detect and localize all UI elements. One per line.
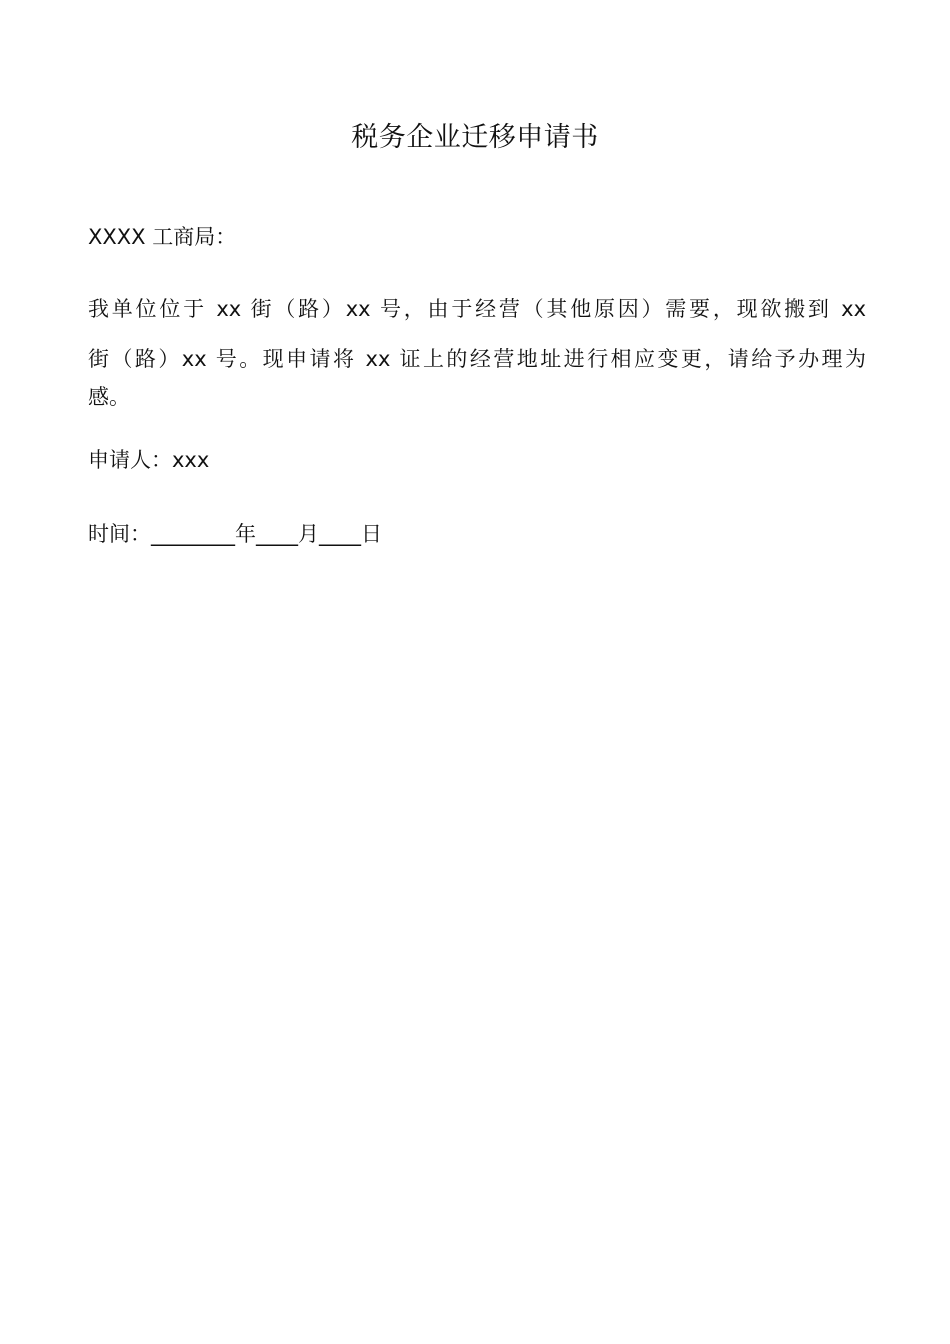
body-line: 我单位位于 xx 街（路）xx 号，由于经营（其他原因）需要，现欲搬到 xx (88, 297, 866, 321)
body-line: 感。 (88, 385, 130, 409)
body-paragraph (88, 294, 866, 412)
body-line: 街（路）xx 号。现申请将 xx 证上的经营地址进行相应变更，请给予办理为 (88, 347, 866, 371)
salutation: XXXX 工商局： (88, 225, 237, 249)
date-line: 时间：________年____月____日 (88, 522, 382, 546)
document-title: 税务企业迁移申请书 (351, 122, 599, 153)
applicant-line: 申请人：xxx (88, 448, 210, 472)
